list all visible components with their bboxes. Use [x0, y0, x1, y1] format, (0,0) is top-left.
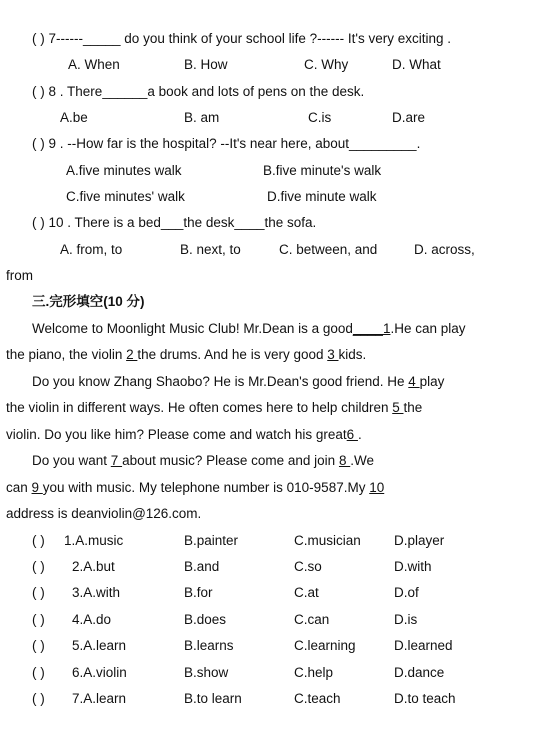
answer-paren: ( ) — [32, 31, 45, 46]
question-text: 8 . There — [48, 84, 103, 99]
cloze-option: C.musician — [294, 533, 361, 548]
passage-line — [6, 426, 362, 444]
option-c: C. between, and — [279, 242, 378, 257]
cloze-blank: 2 — [126, 347, 138, 362]
passage-line — [6, 346, 366, 364]
passage-text: .He can play — [390, 321, 466, 336]
cloze-option: C.learning — [294, 638, 356, 653]
passage-text: the piano, the violin — [6, 347, 123, 362]
option-d: D.five minute walk — [267, 189, 377, 204]
cloze-option: C.at — [294, 585, 319, 600]
cloze-option: 3.A.with — [72, 585, 121, 600]
cloze-option: C.teach — [294, 691, 341, 706]
answer-paren: ( ) — [32, 215, 45, 230]
passage-text: Do you want — [32, 453, 111, 468]
answer-paren: ( ) — [32, 665, 45, 680]
answer-paren: ( ) — [32, 533, 45, 548]
cloze-option: B.learns — [184, 638, 234, 653]
question-9 — [32, 135, 420, 153]
question-8 — [32, 83, 364, 101]
passage-line — [6, 479, 384, 497]
cloze-option: 5.A.learn — [72, 638, 127, 653]
cloze-option: 7.A.learn — [72, 691, 127, 706]
cloze-blank: 8 — [338, 453, 351, 468]
question-text: a book and lots of pens on the desk. — [147, 84, 365, 99]
question-text: the sofa. — [264, 215, 317, 230]
option-c: C. Why — [304, 57, 349, 72]
cloze-option: D.player — [394, 533, 445, 548]
option-b: B. next, to — [180, 242, 241, 257]
cloze-option: B.for — [184, 585, 213, 600]
cloze-blank: 3 — [327, 347, 339, 362]
option-b: B. am — [184, 110, 220, 125]
cloze-blank: 5 — [392, 400, 404, 415]
answer-paren: ( ) — [32, 585, 45, 600]
option-d-wrap: from — [6, 268, 33, 283]
passage-text: the — [403, 400, 423, 415]
option-c: C.is — [308, 110, 332, 125]
answer-paren: ( ) — [32, 612, 45, 627]
answer-blank: _____ — [83, 31, 121, 46]
cloze-option: 6.A.violin — [72, 665, 127, 680]
passage-line — [6, 399, 422, 417]
answer-paren: ( ) — [32, 84, 45, 99]
cloze-option: D.of — [394, 585, 419, 600]
cloze-option: B.and — [184, 559, 220, 574]
answer-paren: ( ) — [32, 691, 45, 706]
option-a: A. from, to — [60, 242, 123, 257]
cloze-option: D.dance — [394, 665, 445, 680]
question-10 — [32, 214, 316, 232]
passage-text: violin. Do you like him? Please come and watch his great — [6, 427, 347, 442]
cloze-option: D.learned — [394, 638, 453, 653]
question-text: do you think of your school life ?------ It's very exciting . — [120, 31, 451, 46]
cloze-blank: 6 — [346, 427, 358, 442]
passage-line — [32, 320, 466, 338]
answer-paren: ( ) — [32, 638, 45, 653]
passage-line — [32, 373, 444, 391]
question-text: 9 . --How far is the hospital? --It's near here, about — [48, 136, 349, 151]
question-text: 7------ — [48, 31, 83, 46]
answer-blank: _________ — [348, 136, 417, 151]
cloze-option: 4.A.do — [72, 612, 112, 627]
option-b: B. How — [184, 57, 228, 72]
passage-text: play — [419, 374, 445, 389]
passage-text: .We — [350, 453, 374, 468]
cloze-option: B.to learn — [184, 691, 242, 706]
option-a: A. When — [68, 57, 120, 72]
cloze-option: D.with — [394, 559, 432, 574]
passage-text: the violin in different ways. He often comes here to help children — [6, 400, 393, 415]
passage-text: . — [357, 427, 362, 442]
option-a: A.five minutes walk — [66, 163, 182, 178]
cloze-option: B.show — [184, 665, 229, 680]
cloze-option: C.help — [294, 665, 334, 680]
option-d: D. across, — [414, 242, 475, 257]
cloze-option: B.does — [184, 612, 227, 627]
answer-blank: ____ — [234, 215, 265, 230]
option-d: D.are — [392, 110, 426, 125]
cloze-option: 1.A.music — [64, 533, 124, 548]
option-b: B.five minute's walk — [263, 163, 382, 178]
cloze-option: B.painter — [184, 533, 239, 548]
cloze-option: C.can — [294, 612, 330, 627]
cloze-option: 2.A.but — [72, 559, 115, 574]
question-text: 10 . There is a bed — [48, 215, 161, 230]
cloze-blank: ____1 — [352, 321, 391, 336]
passage-text: Welcome to Moonlight Music Club! Mr.Dean is a good — [32, 321, 353, 336]
section-heading: 三.完形填空(10 分) — [32, 294, 145, 309]
passage-text: kids. — [338, 347, 367, 362]
answer-paren: ( ) — [32, 136, 45, 151]
passage-line: address is deanviolin@126.com. — [6, 506, 202, 521]
passage-text: can — [6, 480, 32, 495]
answer-paren: ( ) — [32, 559, 45, 574]
option-c: C.five minutes' walk — [66, 189, 185, 204]
cloze-option: D.to teach — [394, 691, 456, 706]
cloze-blank: 7 — [110, 453, 123, 468]
passage-text: about music? Please come and join — [122, 453, 339, 468]
cloze-blank: 4 — [408, 374, 420, 389]
question-text: the desk — [183, 215, 235, 230]
passage-text: Do you know Zhang Shaobo? He is Mr.Dean's good friend. He — [32, 374, 409, 389]
answer-blank: ______ — [102, 84, 148, 99]
cloze-option: D.is — [394, 612, 418, 627]
cloze-blank: 9 — [31, 480, 43, 495]
passage-text: the drums. And he is very good — [137, 347, 328, 362]
question-text: . — [416, 136, 421, 151]
option-a: A.be — [60, 110, 88, 125]
cloze-blank: 10 — [369, 480, 385, 495]
option-d: D. What — [392, 57, 441, 72]
answer-blank: ___ — [160, 215, 184, 230]
passage-text: you with music. My telephone number is 010-9587.My — [42, 480, 370, 495]
question-7 — [32, 30, 451, 48]
cloze-option: C.so — [294, 559, 322, 574]
passage-line — [32, 452, 374, 470]
